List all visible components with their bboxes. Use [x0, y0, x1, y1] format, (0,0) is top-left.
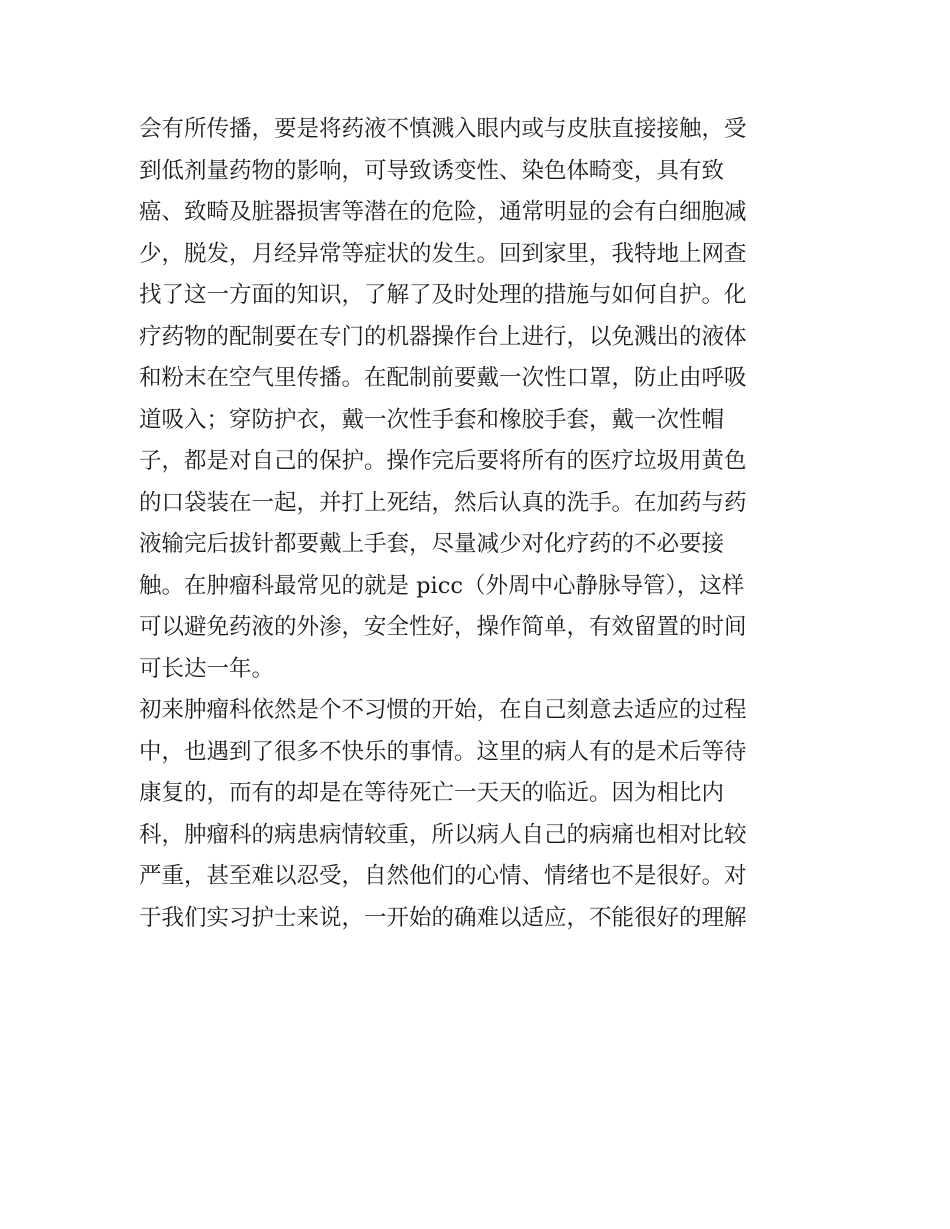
text-line: 癌、致畸及脏器损害等潜在的危险，通常明显的会有白细胞减: [139, 199, 747, 225]
text-line: 液输完后拔针都要戴上手套，尽量减少对化疗药的不必要接: [139, 531, 725, 557]
text-line: 康复的，而有的却是在等待死亡一天天的临近。因为相比内: [139, 780, 725, 806]
text-line: 和粉末在空气里传播。在配制前要戴一次性口罩，防止由呼吸: [139, 365, 747, 391]
text-line: 可长达一年。: [139, 655, 275, 682]
text-line: 会有所传播，要是将药液不慎溅入眼内或与皮肤直接接触，受: [139, 116, 747, 142]
text-line: 到低剂量药物的影响，可导致诱变性、染色体畸变，具有致: [139, 157, 725, 184]
text-line: 子，都是对自己的保护。操作完后要将所有的医疗垃圾用黄色: [139, 448, 747, 474]
text-line: 找了这一方面的知识，了解了及时处理的措施与如何自护。化: [139, 282, 747, 308]
body-text: [139, 109, 819, 939]
text-line: 疗药物的配制要在专门的机器操作台上进行，以免溅出的液体: [139, 323, 747, 350]
text-line: 科，肿瘤科的病患病情较重，所以病人自己的病痛也相对比较: [139, 821, 747, 848]
text-line: 触。在肿瘤科最常见的就是 picc（外周中心静脉导管），这样: [139, 572, 745, 599]
text-line: 于我们实习护士来说，一开始的确难以适应，不能很好的理解: [139, 904, 747, 931]
text-line: 道吸入；穿防护衣，戴一次性手套和橡胶手套，戴一次性帽: [139, 406, 725, 433]
text-line: 严重，甚至难以忍受，自然他们的心情、情绪也不是很好。对: [139, 863, 747, 889]
text-line: 中，也遇到了很多不快乐的事情。这里的病人有的是术后等待: [139, 738, 747, 765]
text-line: 初来肿瘤科依然是个不习惯的开始，在自己刻意去适应的过程: [139, 697, 747, 723]
text-line: 的口袋装在一起，并打上死结，然后认真的洗手。在加药与药: [139, 489, 747, 516]
text-line: 可以避免药液的外渗，安全性好，操作简单，有效留置的时间: [139, 614, 747, 640]
text-line: 少，脱发，月经异常等症状的发生。回到家里，我特地上网查: [139, 240, 747, 267]
